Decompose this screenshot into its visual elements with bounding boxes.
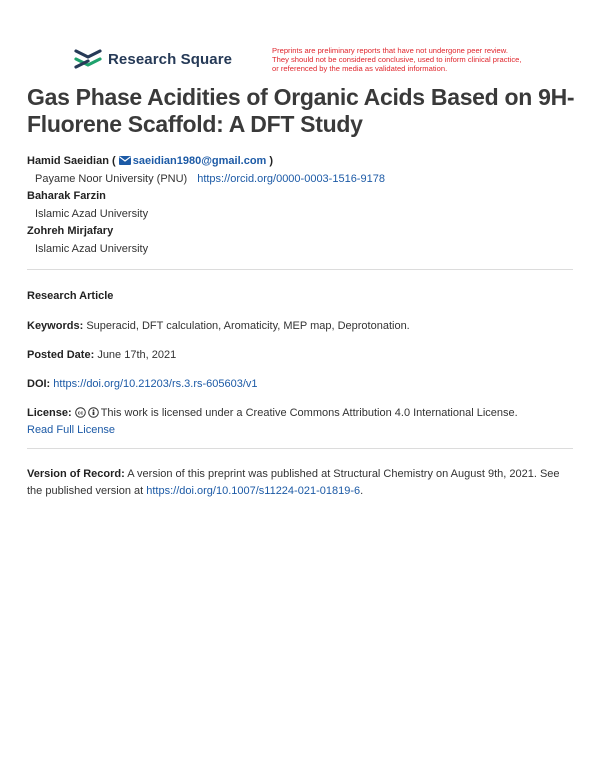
author-name: Hamid Saeidian — [27, 155, 109, 167]
license-label: License: — [27, 407, 72, 419]
doi-row — [27, 376, 573, 393]
author-row — [27, 153, 577, 171]
research-square-logo-icon — [74, 47, 102, 71]
svg-text:cc: cc — [77, 410, 83, 417]
divider — [27, 269, 573, 270]
license-text: This work is licensed under a Creative Commons Attribution 4.0 International License. — [100, 407, 518, 419]
divider — [27, 448, 573, 449]
author-list — [27, 153, 577, 258]
posted-date-label: Posted Date: — [27, 349, 95, 361]
vor-end: . — [360, 485, 364, 497]
paper-title: Gas Phase Acidities of Organic Acids Based on 9H-Fluorene Scaffold: A DFT Study — [27, 84, 575, 137]
logo-wordmark — [108, 51, 232, 68]
email-open-paren: ( — [108, 155, 116, 167]
vor-text: A version of this preprint was published at Structural Chemistry on August 9th, 2021. See the published version at — [27, 468, 560, 497]
keywords-label: Keywords: — [27, 320, 84, 332]
doi-link[interactable]: https://doi.org/10.21203/rs.3.rs-605603/v1 — [53, 378, 258, 390]
attribution-icon — [88, 407, 99, 418]
posted-date-value: June 17th, 2021 — [97, 349, 177, 361]
author-affiliation: Islamic Azad University — [35, 242, 149, 255]
disclaimer-line: Preprints are preliminary reports that have not undergone peer review. — [272, 46, 508, 55]
read-full-license-link[interactable]: Read Full License — [27, 424, 116, 436]
author-affiliation: Payame Noor University (PNU) — [35, 172, 188, 185]
vor-doi-link[interactable]: https://doi.org/10.1007/s11224-021-01819-6 — [146, 485, 361, 497]
doi-label: DOI: — [27, 378, 51, 390]
author-affiliation: Islamic Azad University — [35, 207, 149, 220]
keywords-row — [27, 318, 573, 335]
author-affiliation-row — [27, 171, 577, 189]
logo-text-square: Square — [180, 50, 233, 68]
logo-text-research: Research — [108, 50, 177, 68]
license-row — [27, 405, 573, 439]
article-type: Research Article — [27, 290, 114, 302]
disclaimer-line: They should not be considered conclusive, used to inform clinical practice, — [272, 55, 522, 64]
posted-date-row — [27, 347, 573, 364]
vor-label: Version of Record: — [27, 468, 125, 480]
creative-commons-icon — [75, 407, 86, 418]
author-name: Zohreh Mirjafary — [27, 225, 114, 237]
email-close-paren: ) — [266, 155, 274, 167]
keywords-value: Superacid, DFT calculation, Aromaticity, MEP map, Deprotonation. — [86, 320, 410, 332]
disclaimer-line: or referenced by the media as validated information. — [272, 64, 448, 73]
orcid-link[interactable]: https://orcid.org/0000-0003-1516-9178 — [197, 172, 385, 185]
research-square-logo[interactable] — [74, 47, 232, 71]
version-of-record-row — [27, 466, 573, 500]
author-email-link[interactable]: saeidian1980@gmail.com — [132, 155, 267, 167]
author-name: Baharak Farzin — [27, 190, 106, 202]
article-type-row — [27, 288, 573, 305]
preprint-disclaimer — [272, 46, 572, 73]
envelope-icon — [119, 156, 131, 165]
